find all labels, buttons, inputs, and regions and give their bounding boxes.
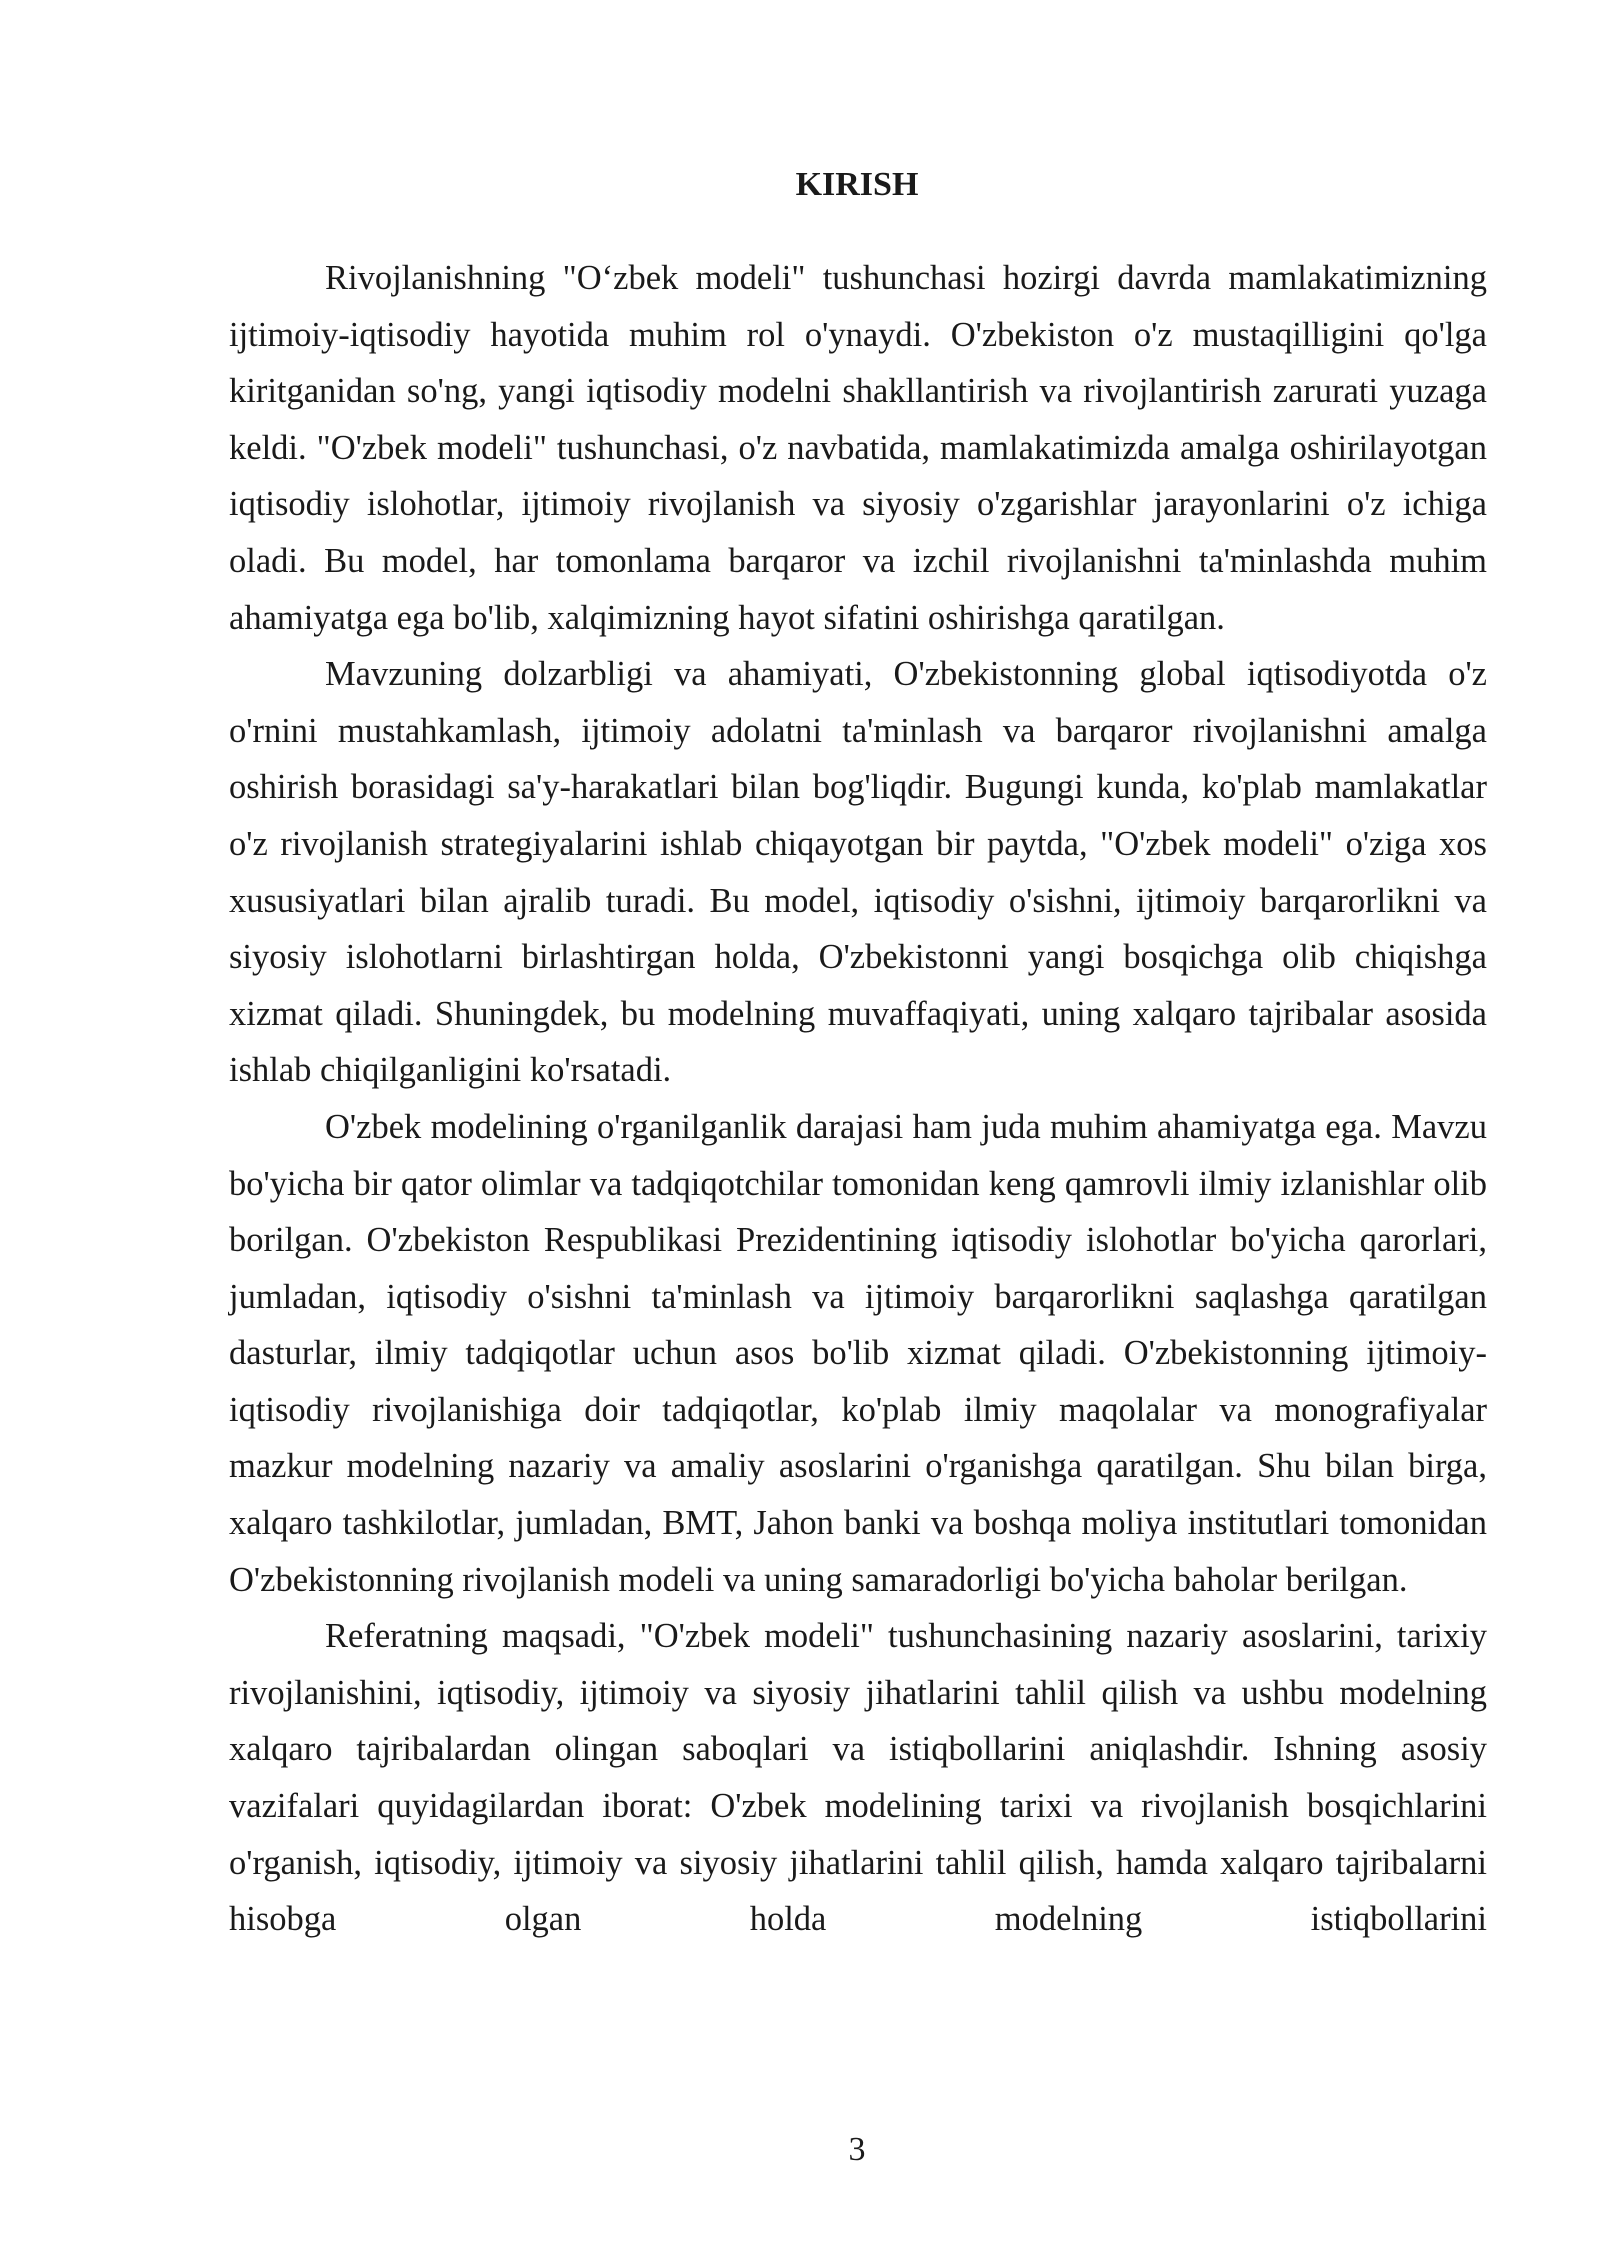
paragraph-introduction: Rivojlanishning "O‘zbek modeli" tushunchasi hozirgi davrda mamlakatimizning ijtimoiy-iqtisodiy hayotida muhim rol o'ynaydi. O'zbekiston o'z mustaqilligini qo'lga kiritganidan so'ng, yangi iqtisodiy modelni shakllantirish va rivojlantirish zarurati yuzaga keldi. "O'zbek modeli" tushunchasi, o'z navbatida, mamlakatimizda amalga oshirilayotgan iqtisodiy islohotlar, ijtimoiy rivojlanish va siyosiy o'zgarishlar jarayonlarini o'z ichiga oladi. Bu model, har tomonlama barqaror va izchil rivojlanishni ta'minlashda muhim ahamiyatga ega bo'lib, xalqimizning hayot sifatini oshirishga qaratilgan. xyxy=(229,259,1487,637)
paragraph-research-degree: O'zbek modelining o'rganilganlik darajasi ham juda muhim ahamiyatga ega. Mavzu bo'yicha bir qator olimlar va tadqiqotchilar tomonidan keng qamrovli ilmiy izlanishlar olib borilgan. O'zbekiston Respublikasi Prezidentining iqtisodiy islohotlar bo'yicha qarorlari, jumladan, iqtisodiy o'sishni ta'minlash va ijtimoiy barqarorlikni saqlashga qaratilgan dasturlar, ilmiy tadqiqotlar uchun asos bo'lib xizmat qiladi. O'zbekistonning ijtimoiy-iqtisodiy rivojlanishiga doir tadqiqotlar, ko'plab ilmiy maqolalar va monografiyalar mazkur modelning nazariy va amaliy asoslarini o'rganishga qaratilgan. Shu bilan birga, xalqaro tashkilotlar, jumladan, BMT, Jahon banki va boshqa moliya institutlari tomonidan O'zbekistonning rivojlanish modeli va uning samaradorligi bo'yicha baholar berilgan. xyxy=(229,1107,1487,1599)
document-body xyxy=(229,250,1487,1948)
page-number: 3 xyxy=(848,2131,866,2168)
page-title: KIRISH xyxy=(795,166,919,203)
paragraph-relevance: Mavzuning dolzarbligi va ahamiyati, O'zbekistonning global iqtisodiyotda o'z o'rnini mustahkamlash, ijtimoiy adolatni ta'minlash va barqaror rivojlanishni amalga oshirish borasidagi sa'y-harakatlari bilan bog'liqdir. Bugungi kunda, ko'plab mamlakatlar o'z rivojlanish strategiyalarini ishlab chiqayotgan bir paytda, "O'zbek modeli" o'ziga xos xususiyatlari bilan ajralib turadi. Bu model, iqtisodiy o'sishni, ijtimoiy barqarorlikni va siyosiy islohotlarni birlashtirgan holda, O'zbekistonni yangi bosqichga olib chiqishga xizmat qiladi. Shuningdek, bu modelning muvaffaqiyati, uning xalqaro tajribalar asosida ishlab chiqilganligini ko'rsatadi. xyxy=(229,655,1487,1090)
paragraph-purpose: Referatning maqsadi, "O'zbek modeli" tushunchasining nazariy asoslarini, tarixiy rivojlanishini, iqtisodiy, ijtimoiy va siyosiy jihatlarini tahlil qilish va ushbu modelning xalqaro tajribalardan olingan saboqlari va istiqbollarini aniqlashdir. Ishning asosiy vazifalari quyidagilardan iborat: O'zbek modelining tarixi va rivojlanish bosqichlarini o'rganish, iqtisodiy, ijtimoiy va siyosiy jihatlarini tahlil qilish, hamda xalqaro tajribalarni hisobga olgan holda modelning istiqbollarini xyxy=(229,1617,1487,1939)
